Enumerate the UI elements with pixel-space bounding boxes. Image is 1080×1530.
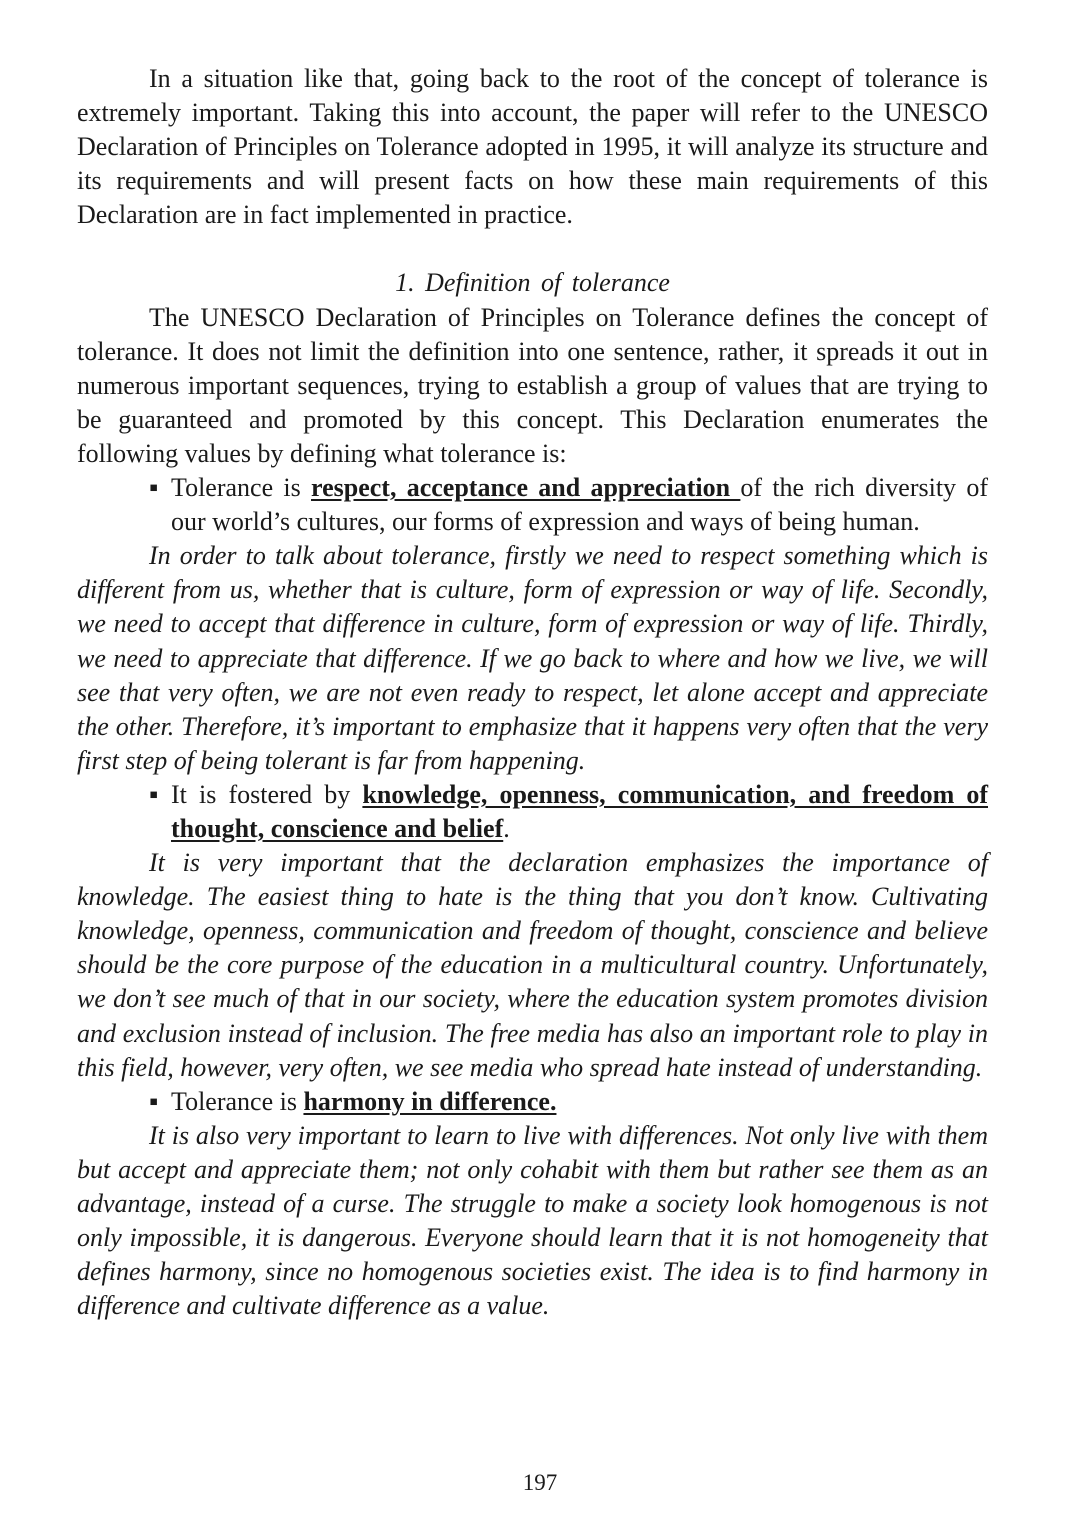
bullet-marker-icon: ▪ [149, 473, 159, 503]
bullet-item [77, 1085, 988, 1119]
bullet-prefix: Tolerance is [171, 473, 312, 503]
bullet-marker-icon: ▪ [149, 779, 159, 809]
section-paragraph: The UNESCO Declaration of Principles on Tolerance defines the concept of tolerance. It does not limit the definition into one sentence, rather, it spreads it out in numerous important sequences, trying to establish a group of values that are trying to be guaranteed and promoted by this concept. This Declaration enumerates the following values by defining what tolerance is: [77, 302, 988, 468]
bullet-prefix: Tolerance is [171, 1086, 304, 1116]
bullet-emphasis: harmony in difference. [303, 1086, 557, 1116]
bullet-prefix: It is fostered by [171, 779, 363, 809]
bullet-item [77, 778, 988, 846]
section-heading: 1. Definition of tolerance [395, 268, 670, 298]
intro-paragraph: In a situation like that, going back to the root of the concept of tolerance is extremely important. Taking this into account, the paper will refer to the UNESCO Declaration of Principles on Tolerance adopted in 1995, it will analyze its structure and its requirements and will present facts on how these main requirements of this Declaration are in fact implemented in practice. [77, 64, 988, 230]
bullet-item [77, 471, 988, 539]
bullet-emphasis: respect, acceptance and appreciation [311, 473, 741, 503]
section-spacer [77, 232, 988, 266]
bullet-suffix: of the rich diversity of our world’s cultures, our forms of expression and ways of being human. [171, 473, 988, 537]
bullet-emphasis: knowledge, openness, communication, and freedom of thought, conscience and belief [171, 779, 988, 843]
bullet-commentary: It is also very important to learn to live with differences. Not only live with them but accept and appreciate them; not only cohabit with them but rather see them as an advantage, instead of a curse. The struggle to make a society look homogenous is not only impossible, it is dangerous. Everyone should learn that it is not homogeneity that defines harmony, since no homogenous societies exist. The idea is to find harmony in difference and cultivate difference as a value. [77, 1120, 988, 1321]
bullet-commentary: It is very important that the declaration emphasizes the importance of knowledge. The easiest thing to hate is the thing that you don’t know. Cultivating knowledge, openness, communication and freedom of thought, conscience and believe should be the core purpose of the education in a multicultural country. Unfortunately, we don’t see much of that in our society, where the education system promotes division and exclusion instead of inclusion. The free media has also an important role to play in this field, however, very often, we see media who spread hate instead of understanding. [77, 848, 988, 1082]
bullet-commentary: In order to talk about tolerance, firstly we need to respect something which is different from us, whether that is culture, form of expression or way of life. Secondly, we need to accept that difference in culture, form of expression or way of life. Thirdly, we need to appreciate that difference. If we go back to where and how we live, we will see that very often, we are not even ready to respect, let alone accept and appreciate the other. Therefore, it’s important to emphasize that it happens very often that the very first step of being tolerant is far from happening. [77, 541, 988, 775]
page-number: 197 [522, 1470, 558, 1495]
bullet-suffix: . [503, 813, 510, 843]
bullet-marker-icon: ▪ [149, 1086, 159, 1116]
